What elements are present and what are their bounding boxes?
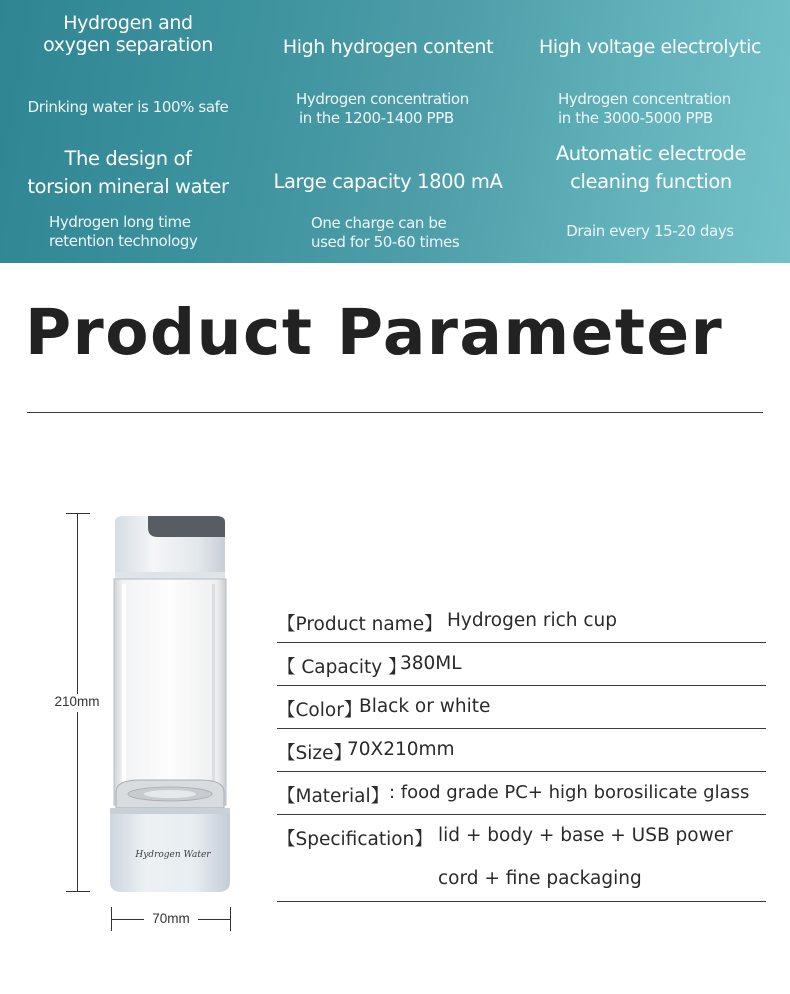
param-value: 70X210mm — [347, 739, 455, 760]
feature-heading-hydrogen-content: High hydrogen content — [282, 36, 494, 58]
param-value: 380ML — [400, 653, 462, 674]
feature-heading-torsion — [18, 145, 238, 201]
param-label: 【Color】 — [277, 700, 363, 721]
width-dimension-label: 70mm — [144, 911, 198, 929]
feature-detail-line: Hydrogen concentration — [296, 90, 469, 108]
param-value: : food grade PC+ high borosilicate glass — [389, 782, 750, 803]
width-dimension-cap-right — [230, 907, 231, 931]
feature-detail-line: Hydrogen long time — [49, 213, 191, 231]
feature-detail-line: in the 3000-5000 PPB — [558, 109, 713, 127]
param-label: 【 Capacity 】 — [277, 657, 407, 678]
feature-heading-capacity: Large capacity 1800 mA — [273, 170, 503, 193]
feature-detail-line: One charge can be — [311, 214, 447, 232]
cup-base-text: Hydrogen Water — [135, 850, 211, 860]
cup-glass-body — [114, 579, 226, 805]
param-row-product-name — [277, 600, 766, 643]
height-dimension-cap-bottom — [66, 891, 90, 892]
feature-heading-line: oxygen separation — [43, 34, 213, 56]
cup-lid-cap — [148, 516, 225, 537]
param-row-specification-cont — [277, 858, 766, 902]
feature-detail-line: Hydrogen concentration — [558, 90, 731, 108]
feature-heading-high-voltage: High voltage electrolytic — [538, 36, 761, 58]
height-dimension-cap-top — [66, 513, 90, 514]
title-divider — [27, 412, 763, 413]
height-dimension-label: 210mm — [46, 694, 108, 712]
feature-detail-retention — [49, 213, 239, 251]
param-row-color — [277, 686, 766, 729]
param-row-material — [277, 772, 766, 815]
param-row-capacity — [277, 643, 766, 686]
param-value: Hydrogen rich cup — [447, 610, 618, 631]
feature-heading-separation — [20, 12, 236, 56]
feature-heading-line: torsion mineral water — [27, 175, 229, 198]
param-label: 【Specification】 — [277, 829, 433, 850]
param-label: 【Product name】 — [277, 614, 443, 635]
feature-heading-line: Automatic electrode — [555, 142, 747, 165]
feature-detail-line: used for 50-60 times — [311, 233, 460, 251]
param-row-specification — [277, 815, 766, 858]
feature-detail-concentration-low — [296, 90, 496, 128]
feature-heading-electrode — [540, 140, 762, 196]
param-row-size — [277, 729, 766, 772]
param-label: 【Size】 — [277, 743, 352, 764]
parameter-table — [277, 600, 766, 902]
param-value: lid + body + base + USB power — [438, 825, 733, 846]
feature-detail-line: in the 1200-1400 PPB — [299, 109, 454, 127]
param-value-cont: cord + fine packaging — [438, 868, 642, 889]
feature-detail-line: retention technology — [49, 232, 198, 250]
feature-detail-safe: Drinking water is 100% safe — [27, 98, 229, 116]
feature-heading-line: cleaning function — [570, 170, 732, 193]
features-banner — [0, 0, 790, 263]
feature-detail-drain: Drain every 15-20 days — [566, 222, 734, 240]
page-title: Product Parameter — [25, 296, 724, 369]
feature-heading-line: Hydrogen and — [63, 12, 193, 34]
param-label: 【Material】 — [277, 786, 390, 807]
param-value: Black or white — [359, 696, 491, 717]
feature-detail-concentration-high — [558, 90, 758, 128]
width-dimension-cap-left — [111, 907, 112, 931]
feature-heading-line: The design of — [64, 147, 192, 170]
hydrogen-cup-image — [100, 512, 240, 897]
feature-detail-charge — [311, 214, 501, 252]
